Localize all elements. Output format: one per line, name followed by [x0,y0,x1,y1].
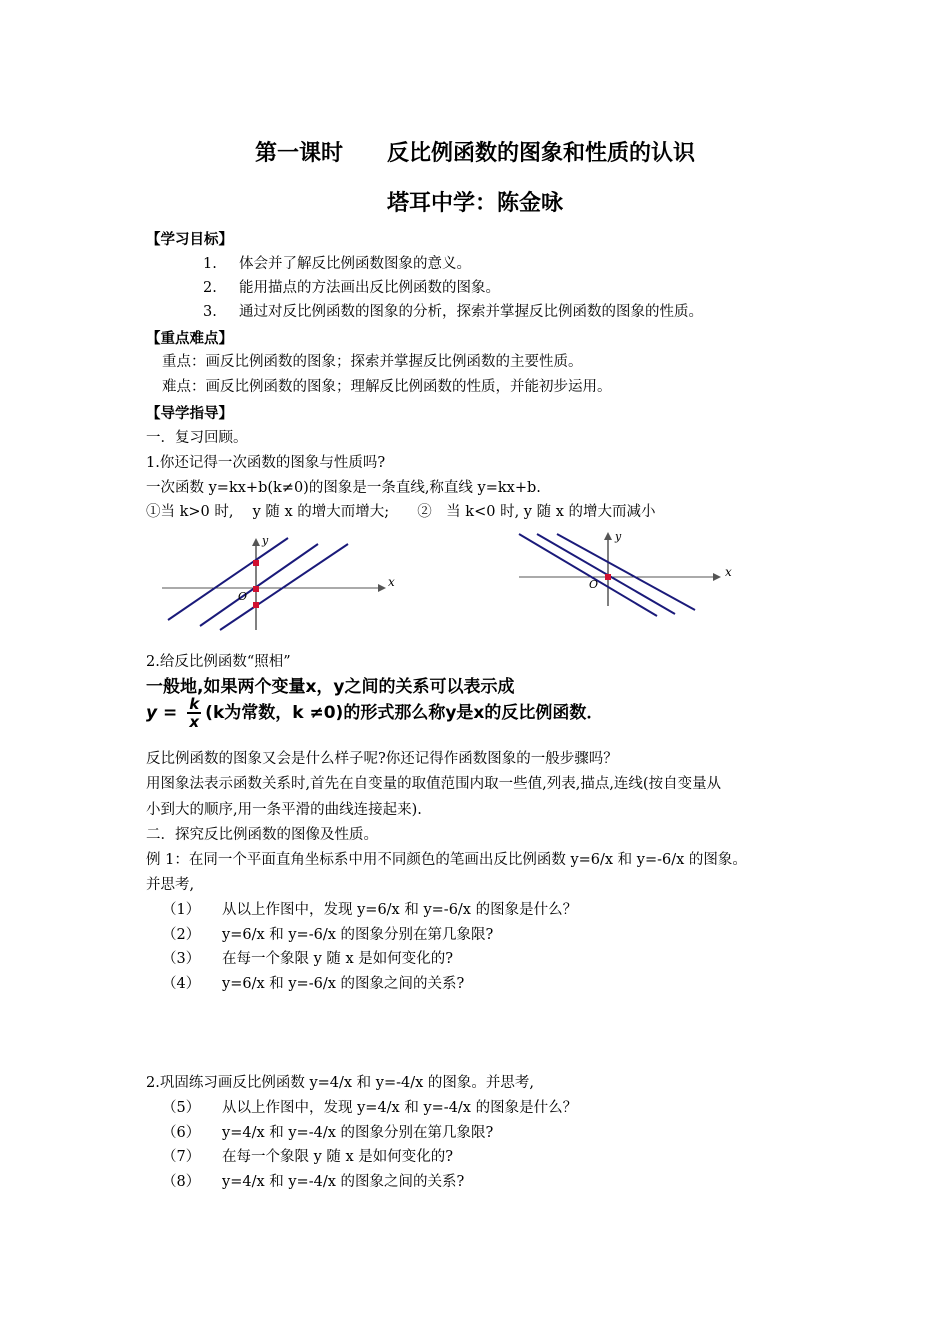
x-axis-label: x [388,575,395,589]
y-arrow [604,532,612,540]
review-question: 1.你还记得一次函数的图象与性质吗? [146,455,386,471]
explore-title: 二．探究反比例函数的图像及性质。 [146,827,378,843]
x-arrow [378,584,386,592]
question: （5） 从以上作图中，发现 y=4/x 和 y=-4/x 的图象是什么？ [162,1100,578,1116]
objective-item: 2. 能用描点的方法画出反比例函数的图象。 [203,280,500,296]
definition-line1: 一般地,如果两个变量x，y之间的关系可以表示成 [146,677,515,697]
question: （2） y=6/x 和 y=-6/x 的图象分别在第几象限? [162,927,494,943]
line [519,534,657,616]
page-title: 第一课时 反比例函数的图象和性质的认识 [254,141,695,166]
y-arrow [252,538,260,546]
paragraph: 小到大的顺序,用一条平滑的曲线连接起来). [146,802,422,818]
objectives-heading: 【学习目标】 [146,232,233,248]
author-line: 塔耳中学：陈金咏 [386,191,563,216]
line [220,544,348,630]
question: （1） 从以上作图中，发现 y=6/x 和 y=-6/x 的图象是什么？ [162,902,578,918]
intercept-point [253,602,259,608]
origin-label: O [238,590,248,603]
intercept-point [253,560,259,566]
intercept-point [253,586,259,592]
origin-label: O [589,578,599,591]
y-axis-label: y [615,530,622,543]
objective-item: 1. 体会并了解反比例函数图象的意义。 [203,256,471,272]
exercise-2: 2.巩固练习画反比例函数 y=4/x 和 y=-4/x 的图象。并思考, [146,1075,535,1091]
question: （3） 在每一个象限 y 随 x 是如何变化的? [162,951,454,967]
photo-title: 2.给反比例函数“照相” [146,654,291,670]
question: （8） y=4/x 和 y=-4/x 的图象之间的关系? [162,1174,465,1190]
linear-definition: 一次函数 y=kx+b(k≠0)的图象是一条直线,称直线 y=kx+b. [146,480,541,496]
example-1-cont: 并思考, [146,877,195,893]
question: （4） y=6/x 和 y=-6/x 的图象之间的关系? [162,976,465,992]
question: （7） 在每一个象限 y 随 x 是如何变化的? [162,1149,454,1165]
paragraph: 用图象法表示函数关系时,首先在自变量的取值范围内取一些值,列表,描点,连线(按自变量从 [146,776,722,792]
k-over-x-fraction: $\frac{k}{x}$ [189,695,200,731]
y-axis-label: y [262,534,269,547]
graph-k-positive [160,534,400,634]
question: （6） y=4/x 和 y=-4/x 的图象分别在第几象限? [162,1125,494,1141]
key-points-heading: 【重点难点】 [146,331,233,347]
objective-item: 3. 通过对反比例函数的图象的分析，探索并掌握反比例函数的图象的性质。 [203,304,703,320]
key-point: 重点：画反比例函数的图象；探索并掌握反比例函数的主要性质。 [162,354,583,370]
guide-heading: 【导学指导】 [146,406,233,422]
difficult-point: 难点：画反比例函数的图象；理解反比例函数的性质，并能初步运用。 [162,379,612,395]
paragraph: 反比例函数的图象又会是什么样子呢?你还记得作函数图象的一般步骤吗？ [146,751,618,767]
graph-k-negative [515,530,745,620]
definition-line2: y = $\frac{k}{x}$ (k为常数，k ≠0)的形式那么称y是x的反比例函数． [146,695,604,731]
x-axis-label: x [725,565,732,579]
intercept-point [605,574,611,580]
example-1: 例 1：在同一个平面直角坐标系中用不同颜色的笔画出反比例函数 y=6/x 和 y=-6/x 的图象。 [146,852,747,868]
linear-cases: ①当 k>0 时, y 随 x 的增大而增大; ② 当 k<0 时, y 随 x 的增大而减小 [146,504,656,520]
review-title: 一．复习回顾。 [146,430,248,446]
x-arrow [713,573,721,581]
